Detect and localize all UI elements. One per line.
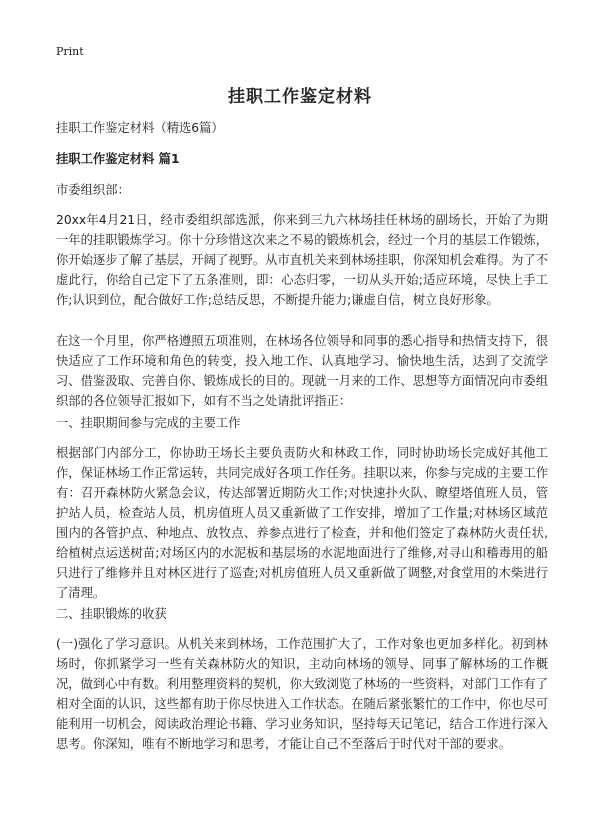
paragraph-summary: 在这一个月里，你严格遵照五项准则，在林场各位领导和同事的悉心指导和热情支持下，很快适应了工作环境和角色的转变，投入地工作、认真地学习、愉快地生活，达到了交流学习、借鉴汲取、完善自你、锻炼成长的目的。现就一月来的工作、思想等方面情况向市委组织部的各位领导汇报如下，如有不当之处请批评指正： <box>56 334 548 408</box>
paragraph-main-work: 根据部门内部分工，你协助王场长主要负责防火和林政工作，同时协助场长完成好其他工作，保证林场工作正常运转，共同完成好各项工作任务。挂职以来，你参与完成的主要工作有：召开森林防火紧急会议，传达部署近期防火工作;对快速扑火队、瞭望塔值班人员，管护站人员，检查站人员，机房值班人员又重新做了工作安排，增加了工作量;对林场区域范围内的各管护点、种地点、放牧点、养参点进行了检查，并和他们签定了森林防火责任状,给植树点运送树苗;对场区内的水泥板和基层场的水泥地面进行了维修,对寻山和稽毒用的船只进行了维修并且对林区进行了巡查;对机房值班人员又重新做了调整,对食堂用的木柴进行了清理。 <box>56 446 548 600</box>
subheading-main-work: 一、挂职期间参与完成的主要工作 <box>56 416 241 430</box>
print-link[interactable]: Print <box>56 45 84 58</box>
document-subtitle: 挂职工作鉴定材料（精选6篇） <box>56 121 224 135</box>
salutation: 市委组织部： <box>56 183 130 197</box>
paragraph-intro: 20xx年4月21日，经市委组织部选派，你来到三九六林场挂任林场的副场长，开始了为期一年的挂职锻炼学习。你十分珍惜这次来之不易的锻炼机会，经过一个月的基层工作锻炼，你开始逐步了解了基层，开阔了视野。从市直机关来到林场挂职，你深知机会难得。为了不虚此行，你给自己定下了五条准则，即：心态归零，一切从头开始;适应环境，尽快上手工作;认识到位，配合做好工作;总结反思，不断提升能力;谦虚自信，树立良好形象。 <box>56 213 548 307</box>
section-heading: 挂职工作鉴定材料 篇1 <box>56 152 180 166</box>
subheading-gains: 二、挂职锻炼的收获 <box>56 607 167 621</box>
paragraph-learning: (一)强化了学习意识。从机关来到林场，工作范围扩大了，工作对象也更加多样化。初到林场时，你抓紧学习一些有关森林防火的知识，主动向林场的领导、同事了解林场的工作概况，做到心中有数。利用整理资料的契机，你大致浏览了林场的一些资料，对部门工作有了相对全面的认识，这些都有助于你尽快进入工作状态。在随后紧张繁忙的工作中，你也尽可能利用一切机会，阅读政治理论书籍、学习业务知识，坚持每天记笔记，结合工作进行深入思考。你深知，唯有不断地学习和思考，才能让自己不至落后于时代对干部的要求。 <box>56 637 548 751</box>
page-title: 挂职工作鉴定材料 <box>228 87 372 107</box>
